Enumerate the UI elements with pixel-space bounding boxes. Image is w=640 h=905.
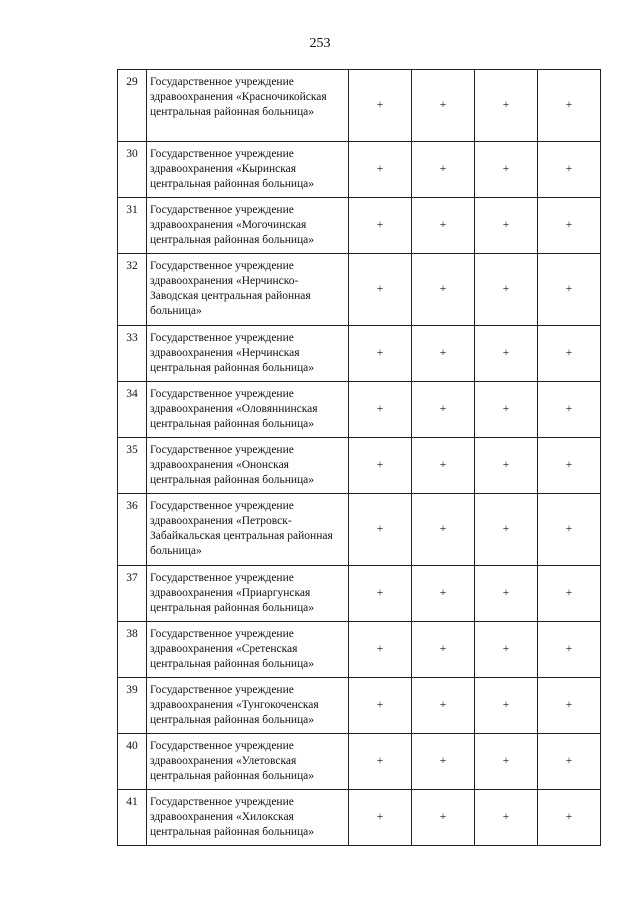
mark-cell: + — [412, 678, 475, 734]
institutions-table — [117, 69, 601, 846]
mark-cell: + — [475, 142, 538, 198]
row-number: 36 — [118, 494, 147, 566]
row-number: 35 — [118, 438, 147, 494]
mark-cell: + — [412, 566, 475, 622]
mark-cell: + — [538, 382, 601, 438]
row-number: 33 — [118, 326, 147, 382]
institution-name: Государственное учреждение здравоохранения «Приаргунская центральная районная больница» — [147, 566, 349, 622]
mark-cell: + — [475, 198, 538, 254]
mark-cell: + — [538, 142, 601, 198]
table-row — [118, 734, 601, 790]
mark-cell: + — [475, 494, 538, 566]
mark-cell: + — [475, 438, 538, 494]
table-row — [118, 678, 601, 734]
institution-name: Государственное учреждение здравоохранения «Могочинская центральная районная больница» — [147, 198, 349, 254]
institution-name: Государственное учреждение здравоохранения «Петровск-Забайкальская центральная районная больница» — [147, 494, 349, 566]
mark-cell: + — [349, 678, 412, 734]
row-number: 37 — [118, 566, 147, 622]
table-row — [118, 70, 601, 142]
table-row — [118, 326, 601, 382]
table-row — [118, 790, 601, 846]
mark-cell: + — [538, 622, 601, 678]
table-row — [118, 142, 601, 198]
mark-cell: + — [349, 70, 412, 142]
mark-cell: + — [349, 326, 412, 382]
row-number: 41 — [118, 790, 147, 846]
row-number: 40 — [118, 734, 147, 790]
institution-name: Государственное учреждение здравоохранения «Нерчинская центральная районная больница» — [147, 326, 349, 382]
mark-cell: + — [538, 494, 601, 566]
mark-cell: + — [538, 198, 601, 254]
table-row — [118, 438, 601, 494]
row-number: 32 — [118, 254, 147, 326]
mark-cell: + — [412, 198, 475, 254]
mark-cell: + — [475, 734, 538, 790]
mark-cell: + — [475, 790, 538, 846]
mark-cell: + — [538, 678, 601, 734]
mark-cell: + — [349, 382, 412, 438]
mark-cell: + — [349, 142, 412, 198]
mark-cell: + — [412, 70, 475, 142]
row-number: 34 — [118, 382, 147, 438]
mark-cell: + — [538, 70, 601, 142]
mark-cell: + — [349, 622, 412, 678]
institutions-table-body — [118, 70, 601, 846]
mark-cell: + — [475, 566, 538, 622]
mark-cell: + — [349, 790, 412, 846]
table-row — [118, 566, 601, 622]
mark-cell: + — [349, 734, 412, 790]
mark-cell: + — [475, 326, 538, 382]
institution-name: Государственное учреждение здравоохранения «Кыринская центральная районная больница» — [147, 142, 349, 198]
institution-name: Государственное учреждение здравоохранения «Красночикойская центральная районная больница» — [147, 70, 349, 142]
mark-cell: + — [475, 622, 538, 678]
mark-cell: + — [412, 382, 475, 438]
mark-cell: + — [475, 382, 538, 438]
row-number: 31 — [118, 198, 147, 254]
table-row — [118, 382, 601, 438]
mark-cell: + — [412, 622, 475, 678]
table-row — [118, 622, 601, 678]
institution-name: Государственное учреждение здравоохранения «Хилокская центральная районная больница» — [147, 790, 349, 846]
mark-cell: + — [538, 566, 601, 622]
mark-cell: + — [349, 566, 412, 622]
page-number: 253 — [309, 36, 331, 51]
mark-cell: + — [475, 254, 538, 326]
row-number: 29 — [118, 70, 147, 142]
mark-cell: + — [412, 494, 475, 566]
mark-cell: + — [538, 254, 601, 326]
table-row — [118, 198, 601, 254]
mark-cell: + — [412, 438, 475, 494]
institution-name: Государственное учреждение здравоохранения «Тунгокоченская центральная районная больница» — [147, 678, 349, 734]
mark-cell: + — [475, 70, 538, 142]
mark-cell: + — [349, 198, 412, 254]
table-row — [118, 254, 601, 326]
table-row — [118, 494, 601, 566]
mark-cell: + — [538, 438, 601, 494]
mark-cell: + — [412, 142, 475, 198]
mark-cell: + — [349, 438, 412, 494]
mark-cell: + — [349, 494, 412, 566]
mark-cell: + — [412, 790, 475, 846]
mark-cell: + — [412, 326, 475, 382]
row-number: 30 — [118, 142, 147, 198]
institution-name: Государственное учреждение здравоохранения «Оловяннинская центральная районная больница» — [147, 382, 349, 438]
mark-cell: + — [538, 790, 601, 846]
row-number: 38 — [118, 622, 147, 678]
mark-cell: + — [475, 678, 538, 734]
mark-cell: + — [412, 254, 475, 326]
row-number: 39 — [118, 678, 147, 734]
mark-cell: + — [349, 254, 412, 326]
institution-name: Государственное учреждение здравоохранения «Нерчинско-Заводская центральная районная больница» — [147, 254, 349, 326]
mark-cell: + — [538, 326, 601, 382]
institution-name: Государственное учреждение здравоохранения «Ононская центральная районная больница» — [147, 438, 349, 494]
institution-name: Государственное учреждение здравоохранения «Улетовская центральная районная больница» — [147, 734, 349, 790]
institution-name: Государственное учреждение здравоохранения «Сретенская центральная районная больница» — [147, 622, 349, 678]
mark-cell: + — [412, 734, 475, 790]
mark-cell: + — [538, 734, 601, 790]
